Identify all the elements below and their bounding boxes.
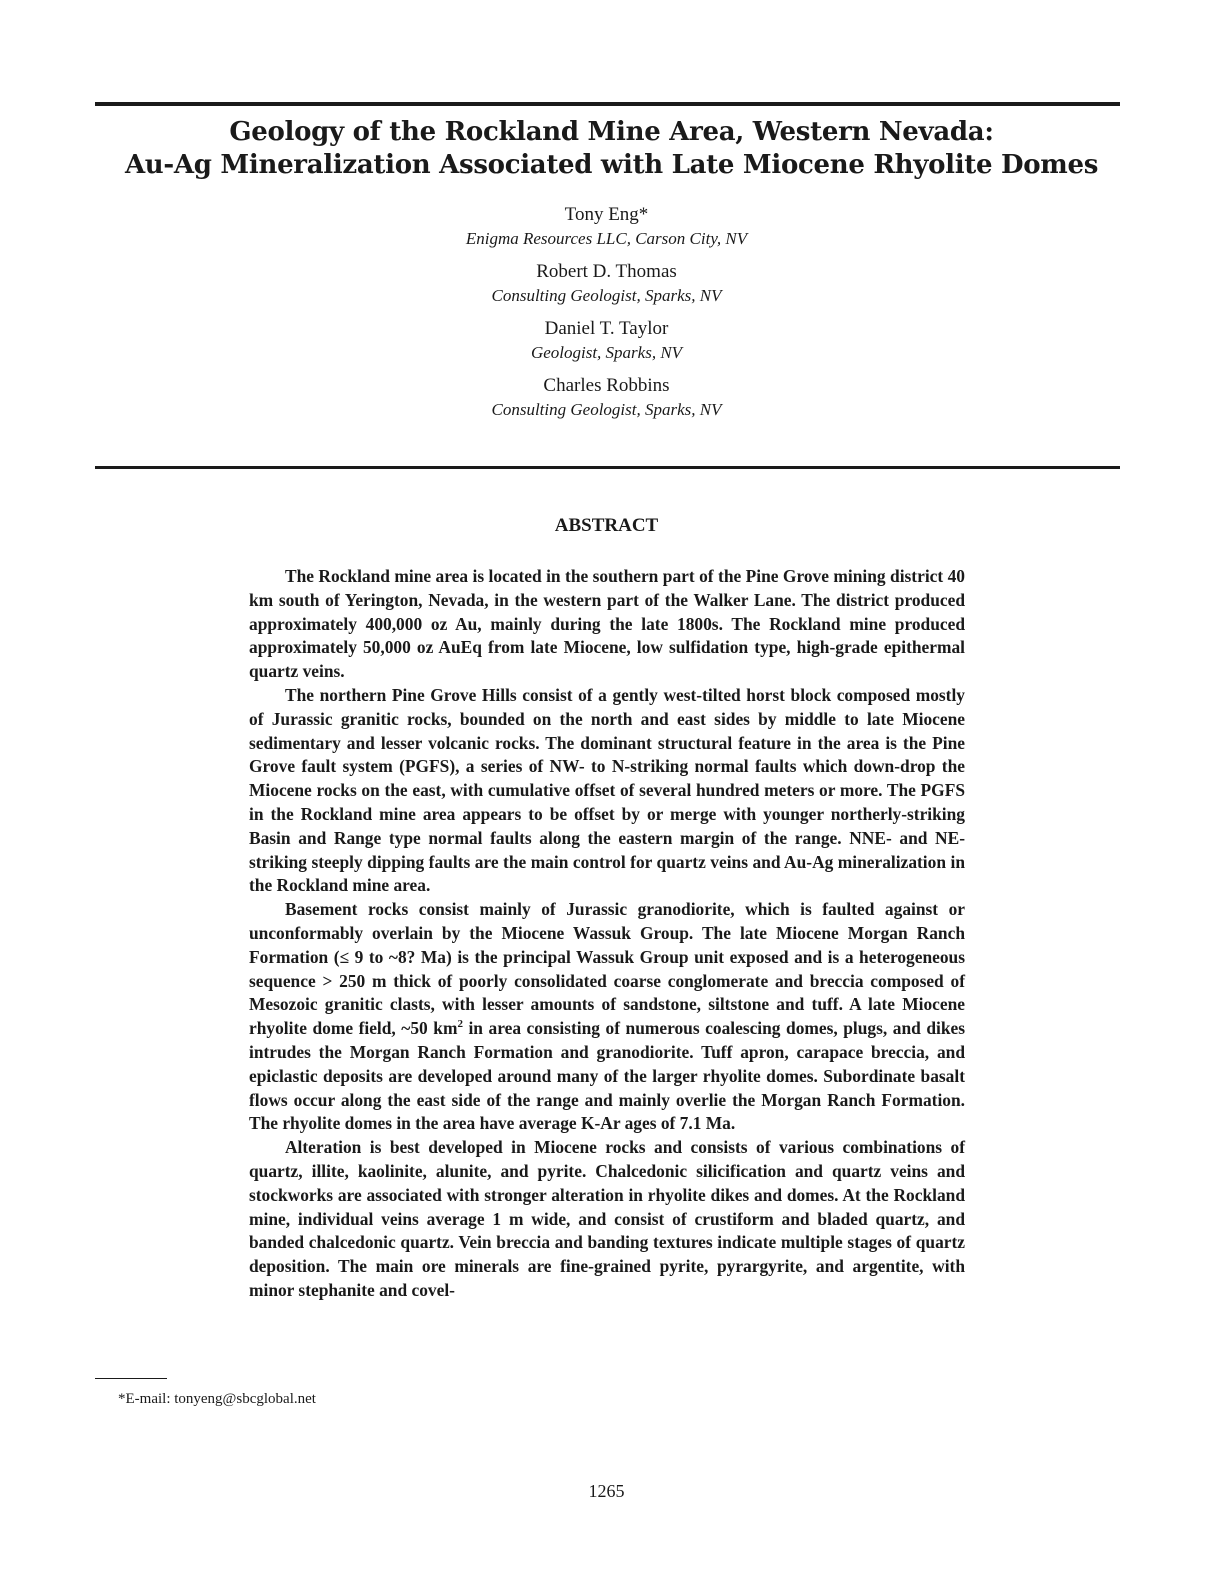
author-name: Charles Robbins (543, 375, 670, 396)
author-affiliation: Consulting Geologist, Sparks, NV (491, 400, 722, 419)
abstract-body (249, 565, 965, 1303)
author-affiliation: Geologist, Sparks, NV (530, 343, 683, 362)
author-block (300, 373, 913, 422)
author-name: Tony Eng* (564, 204, 649, 225)
author-block (300, 202, 913, 251)
author-name: Daniel T. Taylor (544, 318, 669, 339)
footnote-email: *E-mail: tonyeng@sbcglobal.net (118, 1391, 316, 1407)
superscript: 2 (457, 1018, 463, 1031)
abstract-paragraph: Alteration is best developed in Miocene rocks and consists of various combinations of quartz, illite, kaolinite, alunite, and pyrite. Chalcedonic silicification and quartz veins and stockworks are associated with stronger alteration in rhyolite dikes and domes. At the Rockland mine, individual veins average 1 m wide, and consist of crustiform and bladed quartz, and banded chalcedonic quartz. Vein breccia and banding textures indicate multiple stages of quartz deposition. The main ore minerals are fine-grained pyrite, pyrargyrite, and argentite, with minor stephanite and covel- (249, 1137, 965, 1300)
abstract-paragraph (249, 898, 965, 1136)
author-name: Robert D. Thomas (536, 261, 677, 282)
footnote-rule (95, 1378, 167, 1379)
abstract-paragraph: The northern Pine Grove Hills consist of a gently west-tilted horst block composed mostly of Jurassic granitic rocks, bounded on the north and east sides by middle to late Miocene sedimentary and lesser volcanic rocks. The dominant structural feature in the area is the Pine Grove fault system (PGFS), a series of NW- to N-striking normal faults which down-drop the Miocene rocks on the east, with cumulative offset of several hundred meters or more. The PGFS in the Rockland mine area appears to be offset by or merge with younger northerly-striking Basin and Range type normal faults along the eastern margin of the range. NNE- and NE-striking steeply dipping faults are the main control for quartz veins and Au-Ag mineralization in the Rockland mine area. (249, 684, 965, 896)
abstract-heading: ABSTRACT (554, 515, 659, 536)
top-rule (95, 102, 1120, 106)
header-divider (95, 466, 1120, 469)
author-affiliation: Consulting Geologist, Sparks, NV (491, 286, 722, 305)
author-block (300, 259, 913, 308)
title-line-1: Geology of the Rockland Mine Area, Western Nevada: (229, 117, 994, 147)
abstract-paragraph: The Rockland mine area is located in the southern part of the Pine Grove mining district 40 km south of Yerington, Nevada, in the western part of the Walker Lane. The district produced approximately 400,000 oz Au, mainly during the late 1800s. The Rockland mine produced approximately 50,000 oz AuEq from late Miocene, low sulfidation type, high-grade epithermal quartz veins. (249, 566, 965, 682)
author-block (300, 316, 913, 365)
text-run: Basement rocks consist mainly of Jurassic granodiorite, which is faulted against or unconformably overlain by the Miocene Wassuk Group. The late Miocene Morgan Ranch Formation (≤ 9 to ~8? Ma) is the principal Wassuk Group unit exposed and is a heterogeneous sequence > 250 m thick of poorly consolidated coarse conglomerate and breccia composed of Mesozoic granitic clasts, with lesser amounts of sandstone, siltstone and tuff. A late Miocene rhyolite dome field, ~50 km (249, 899, 965, 1039)
page-number: 1265 (588, 1481, 625, 1501)
author-affiliation: Enigma Resources LLC, Carson City, NV (465, 229, 748, 248)
text-run: in area consisting of numerous coalescing domes, plugs, and dikes intrudes the Morgan Ranch Formation and granodiorite. Tuff apron, carapace breccia, and epiclastic deposits are developed around many of the larger rhyolite domes. Subordinate basalt flows occur along the east side of the range and mainly overlie the Morgan Ranch Formation. The rhyolite domes in the area have average K-Ar ages of 7.1 Ma. (249, 1018, 966, 1134)
author-list (300, 202, 913, 430)
paper-title (70, 116, 1153, 182)
title-line-2: Au-Ag Mineralization Associated with Late Miocene Rhyolite Domes (124, 150, 1099, 180)
